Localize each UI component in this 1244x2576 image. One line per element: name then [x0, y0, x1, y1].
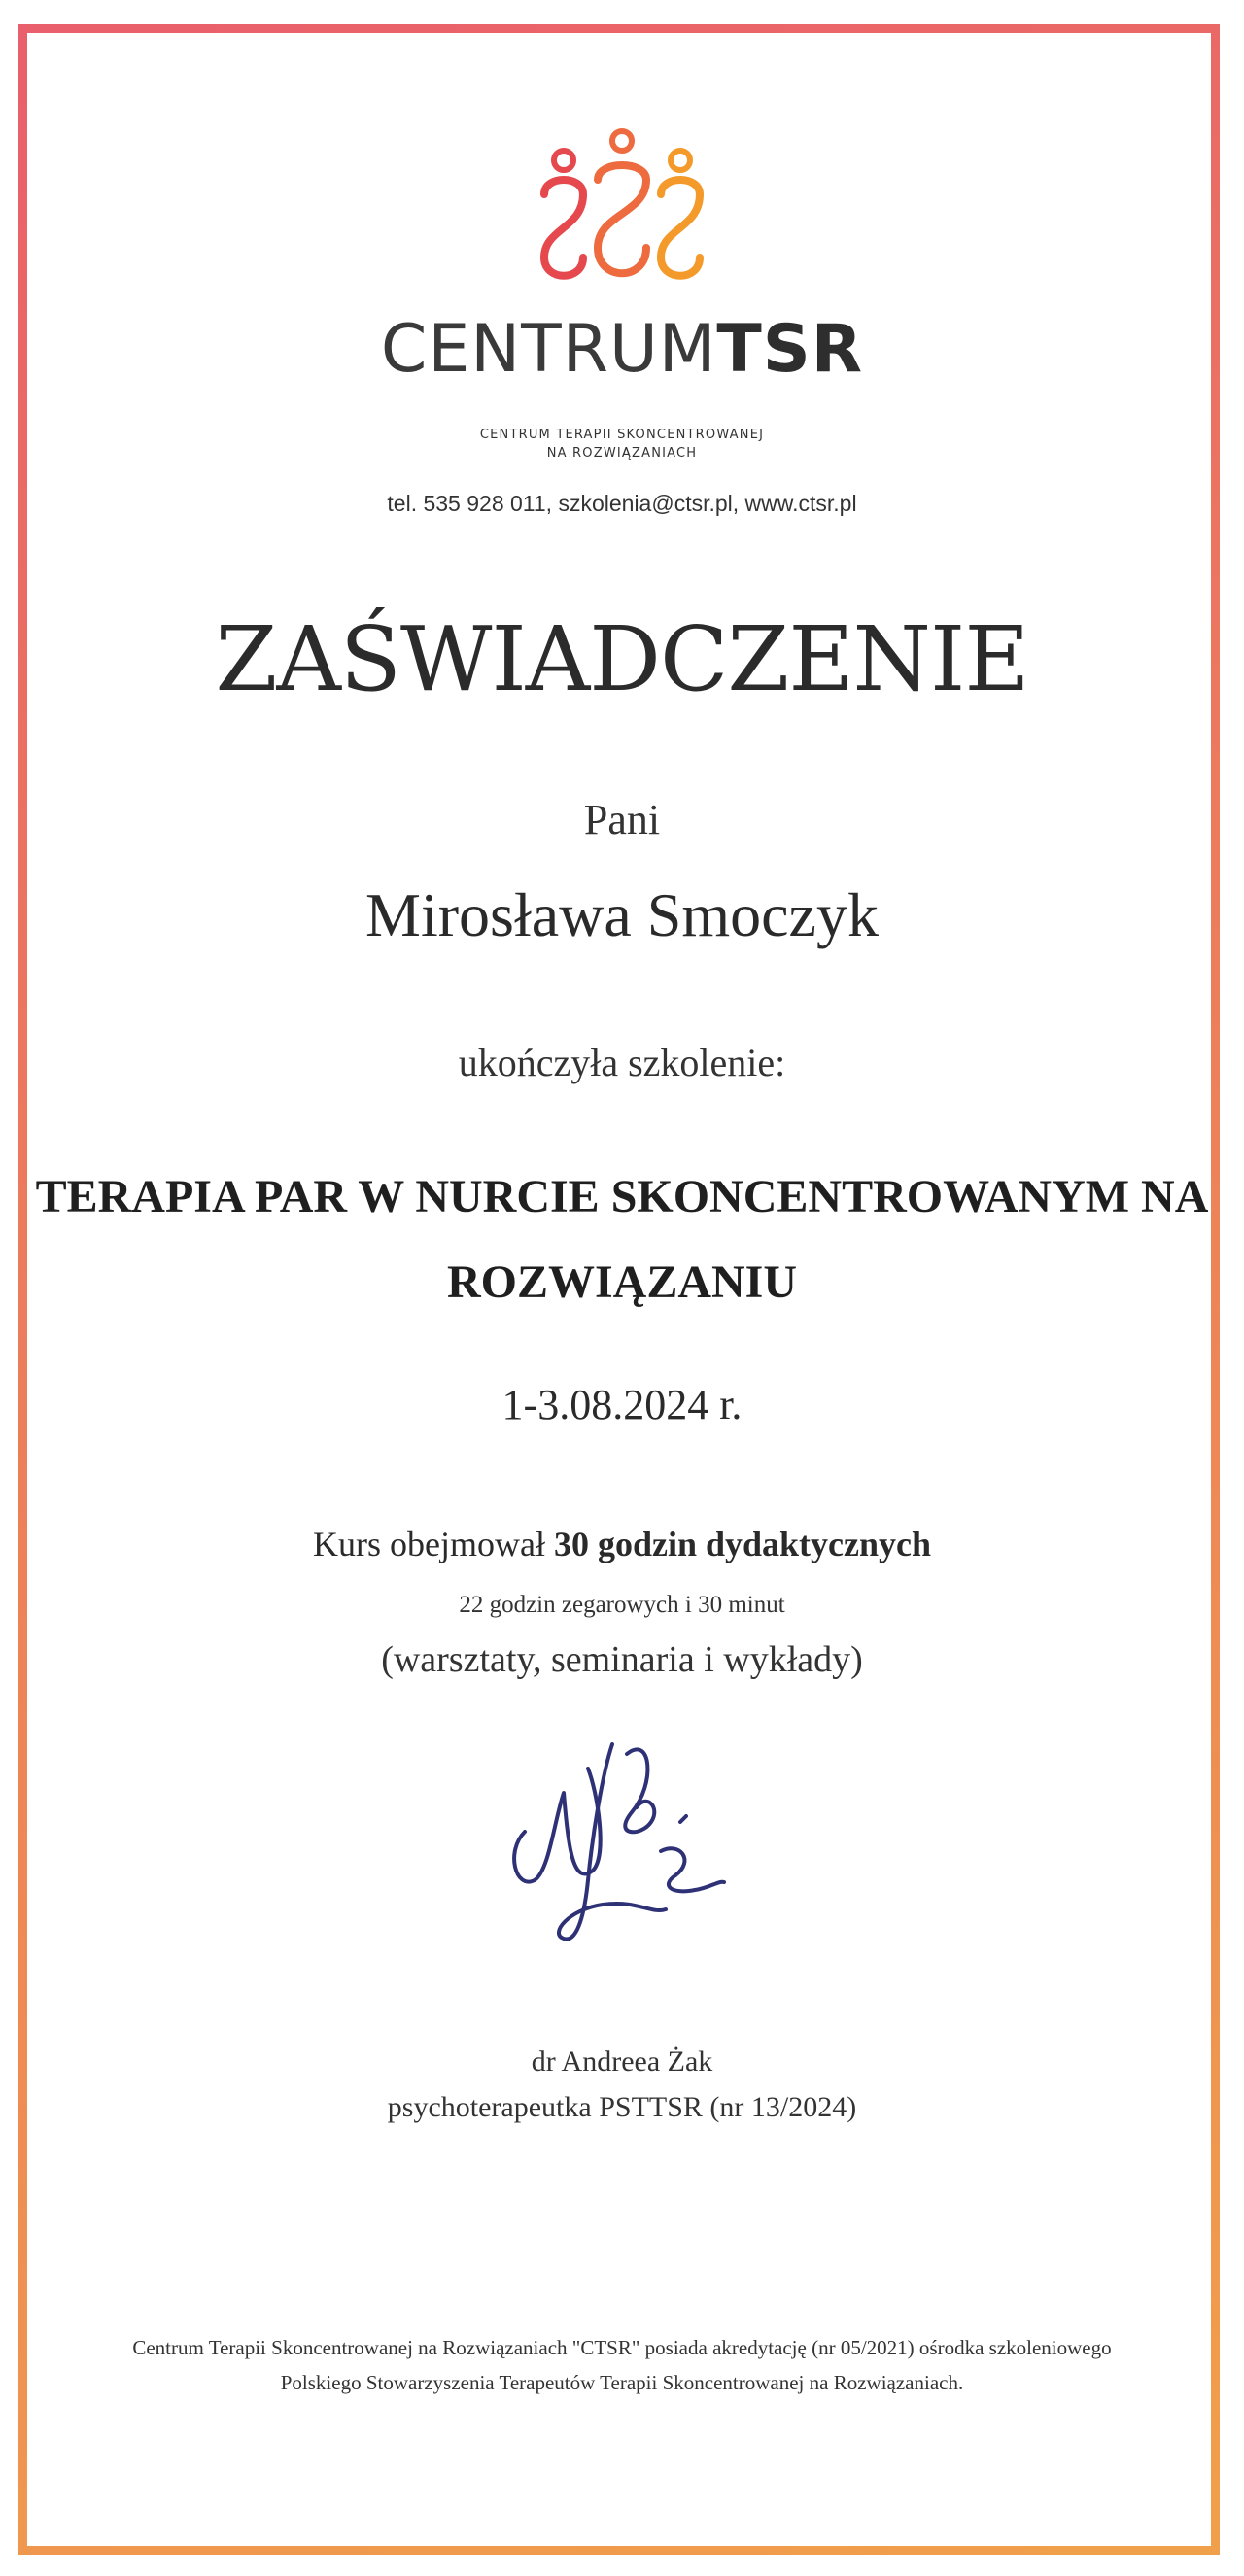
course-title-line1: TERAPIA PAR W NURCIE SKONCENTROWANYM NA — [35, 1171, 1209, 1222]
hours-bold: 30 godzin dydaktycznych — [553, 1525, 932, 1563]
contact-info: tel. 535 928 011, szkolenia@ctsr.pl, www.ctsr.pl — [387, 491, 857, 516]
handwritten-signature — [496, 1715, 748, 1968]
clock-hours: 22 godzin zegarowych i 30 minut — [459, 1592, 785, 1618]
three-people-logo-icon — [525, 121, 719, 287]
brand-subtitle-line2: NA ROZWIĄZANIACH — [546, 446, 698, 461]
course-title-line2: ROZWIĄZANIU — [446, 1256, 798, 1308]
completed-text: ukończyła szkolenie: — [458, 1041, 786, 1084]
brand-subtitle-line1: CENTRUM TERAPII SKONCENTROWANEJ — [479, 428, 765, 442]
course-title — [0, 1154, 1244, 1325]
brand-subtitle — [0, 426, 1244, 463]
hours-prefix: Kurs obejmował — [312, 1525, 554, 1563]
course-date: 1-3.08.2024 r. — [501, 1381, 743, 1428]
recipient-name: Mirosława Smoczyk — [365, 880, 879, 949]
certificate-title: ZAŚWIADCZENIE — [215, 607, 1029, 711]
signer-name: dr Andreea Żak — [531, 2045, 713, 2078]
footer-line1: Centrum Terapii Skoncentrowanej na Rozwiązaniach "CTSR" posiada akredytację (nr 05/2021) ośrodka szkoleniowego — [132, 2336, 1112, 2359]
brand-wordmark — [0, 311, 1244, 388]
brand-bold-text: TSR — [716, 311, 864, 388]
salutation: Pani — [583, 796, 661, 843]
signer-title: psychoterapeutka PSTTSR (nr 13/2024) — [387, 2091, 857, 2123]
brand-light-text: CENTRUM — [380, 311, 717, 388]
course-hours — [0, 1524, 1244, 1564]
course-forms: (warsztaty, seminaria i wykłady) — [381, 1639, 863, 1680]
accreditation-footer — [0, 2330, 1244, 2400]
footer-line2: Polskiego Stowarzyszenia Terapeutów Terapii Skoncentrowanej na Rozwiązaniach. — [280, 2371, 964, 2394]
